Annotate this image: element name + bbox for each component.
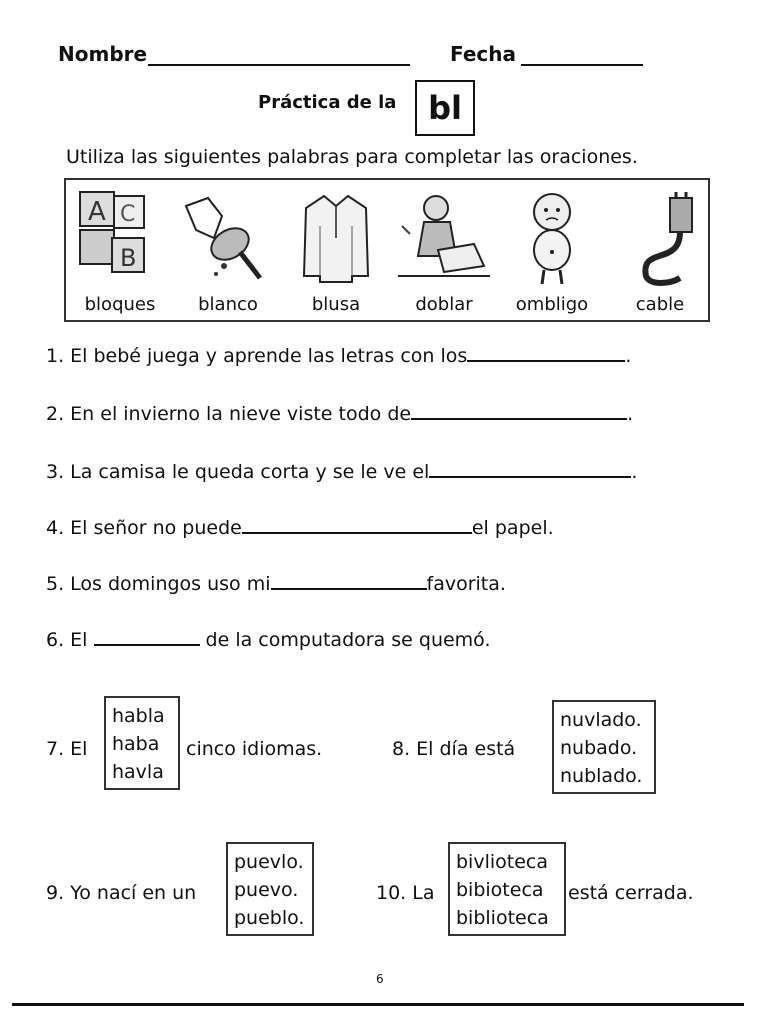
choice-10-prefix: 10. La <box>376 882 435 904</box>
word-doblar: doblar <box>415 294 473 315</box>
name-label: Nombre <box>58 42 148 66</box>
choice-10-suffix: está cerrada. <box>568 882 694 904</box>
title-letters: bl <box>428 89 462 127</box>
sentence-end: de la computadora se quemó. <box>205 629 491 651</box>
choice-option[interactable]: habla <box>112 705 165 727</box>
sentence-text: 2. En el invierno la nieve viste todo de <box>46 403 412 425</box>
paint-roller-icon <box>178 186 278 290</box>
sentence-2 <box>46 400 633 425</box>
choice-option[interactable]: nuvlado. <box>560 709 642 731</box>
date-label: Fecha <box>450 42 517 66</box>
answer-blank[interactable] <box>411 400 627 420</box>
choice-option[interactable]: nublado. <box>560 765 643 787</box>
word-blanco: blanco <box>198 294 258 315</box>
name-blank[interactable] <box>148 64 410 66</box>
choice-option[interactable]: puevlo. <box>234 851 304 873</box>
sentence-text: 6. El <box>46 629 88 651</box>
svg-text:C: C <box>120 202 136 227</box>
sentence-4 <box>46 514 554 539</box>
instructions: Utiliza las siguientes palabras para completar las oraciones. <box>66 146 638 168</box>
page-title: Práctica de la <box>258 92 397 113</box>
choice-option[interactable]: bivlioteca <box>456 851 548 873</box>
choice-option[interactable]: havla <box>112 761 164 783</box>
choice-9-prefix: 9. Yo nací en un <box>46 882 197 904</box>
sentence-end: . <box>625 345 632 367</box>
sentence-end: el papel. <box>471 517 554 539</box>
choice-option[interactable]: haba <box>112 733 160 755</box>
answer-blank[interactable] <box>467 342 625 362</box>
choice-7-prefix: 7. El <box>46 738 88 760</box>
choice-8-prefix: 8. El día está <box>392 738 516 760</box>
answer-blank[interactable] <box>429 458 631 478</box>
sentence-end: favorita. <box>426 573 506 595</box>
svg-text:A: A <box>88 197 106 227</box>
sentence-text: 3. La camisa le queda corta y se le ve el <box>46 461 430 483</box>
sentence-text: 5. Los domingos uso mi <box>46 573 271 595</box>
choice-7-suffix: cinco idiomas. <box>186 738 323 760</box>
word-bloques: bloques <box>84 294 156 315</box>
sentence-end: . <box>631 461 638 483</box>
answer-blank[interactable] <box>242 514 472 534</box>
word-cable: cable <box>635 294 685 315</box>
sentence-3 <box>46 458 637 483</box>
choice-option[interactable]: pueblo. <box>234 907 305 929</box>
child-belly-icon <box>502 186 602 290</box>
blouse-icon <box>286 186 386 290</box>
choice-option[interactable]: biblioteca <box>456 907 549 929</box>
choice-8-options <box>552 700 656 794</box>
choice-10-options <box>448 842 566 936</box>
svg-text:B: B <box>120 244 137 272</box>
sentence-6 <box>46 626 491 651</box>
word-ombligo: ombligo <box>515 294 589 315</box>
answer-blank[interactable] <box>94 626 200 646</box>
choice-option[interactable]: bibioteca <box>456 879 544 901</box>
sentence-text: 1. El bebé juega y aprende las letras con los <box>46 345 468 367</box>
sentence-5 <box>46 570 506 595</box>
man-folding-paper-icon <box>394 186 494 290</box>
choice-7-options <box>104 696 180 790</box>
alphabet-blocks-icon <box>70 186 170 290</box>
sentence-end: . <box>627 403 634 425</box>
page-number: 6 <box>376 972 384 986</box>
date-blank[interactable] <box>521 64 643 66</box>
word-bank <box>64 178 710 322</box>
sentence-1 <box>46 342 631 367</box>
word-blusa: blusa <box>311 294 361 315</box>
choice-9-options <box>226 842 314 936</box>
footer-divider <box>12 1003 744 1006</box>
cable-plug-icon <box>610 186 710 290</box>
answer-blank[interactable] <box>271 570 427 590</box>
choice-option[interactable]: nubado. <box>560 737 638 759</box>
title-letters-box <box>415 80 475 136</box>
sentence-text: 4. El señor no puede <box>46 517 242 539</box>
choice-option[interactable]: puevo. <box>234 879 299 901</box>
